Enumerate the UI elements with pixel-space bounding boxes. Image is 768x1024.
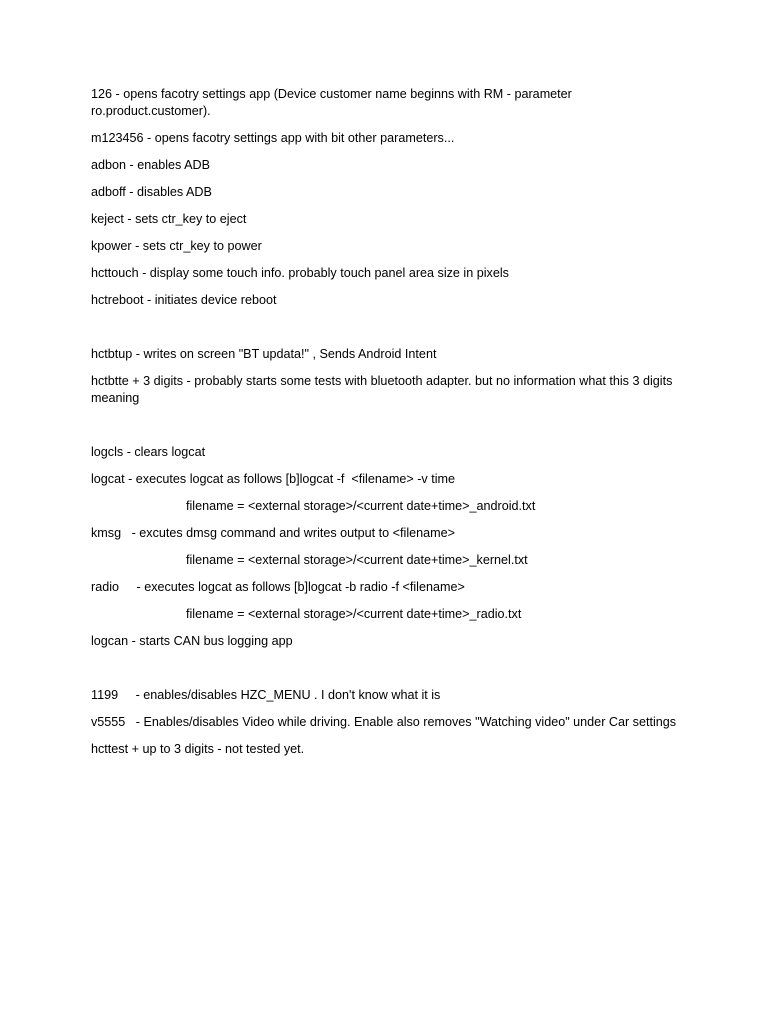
command-hcttest: hcttest + up to 3 digits - not tested yet.: [91, 742, 305, 756]
command-adbon: adbon - enables ADB: [91, 158, 211, 172]
command-logcan: logcan - starts CAN bus logging app: [91, 634, 293, 648]
command-logcat: logcat - executes logcat as follows [b]logcat -f <filename> -v time: [91, 472, 455, 486]
command-v5555: v5555 - Enables/disables Video while driving. Enable also removes "Watching video" under Car settings: [91, 715, 677, 729]
command-hctbtte: hctbtte + 3 digits - probably starts some tests with bluetooth adapter. but no information what this 3 digits meaning: [91, 374, 676, 405]
command-m123456: m123456 - opens facotry settings app with bit other parameters...: [91, 131, 455, 145]
command-kmsg: kmsg - excutes dmsg command and writes output to <filename>: [91, 526, 455, 540]
spacer: [91, 319, 691, 346]
logcat-filename: filename = <external storage>/<current date+time>_android.txt: [186, 499, 536, 513]
spacer: [91, 660, 691, 687]
command-hctbtup: hctbtup - writes on screen "BT updata!" , Sends Android Intent: [91, 347, 437, 361]
command-adboff: adboff - disables ADB: [91, 185, 212, 199]
command-radio: radio - executes logcat as follows [b]logcat -b radio -f <filename>: [91, 580, 465, 594]
command-logcls: logcls - clears logcat: [91, 445, 206, 459]
command-1199: 1199 - enables/disables HZC_MENU . I don't know what it is: [91, 688, 441, 702]
command-keject: keject - sets ctr_key to eject: [91, 212, 247, 226]
command-hctreboot: hctreboot - initiates device reboot: [91, 293, 277, 307]
radio-filename: filename = <external storage>/<current date+time>_radio.txt: [186, 607, 522, 621]
command-hcttouch: hcttouch - display some touch info. probably touch panel area size in pixels: [91, 266, 509, 280]
command-126: 126 - opens facotry settings app (Device customer name beginns with RM - parameter ro.product.customer).: [91, 87, 576, 118]
command-kpower: kpower - sets ctr_key to power: [91, 239, 262, 253]
kmsg-filename: filename = <external storage>/<current date+time>_kernel.txt: [186, 553, 528, 567]
spacer: [91, 417, 691, 444]
document-body: [91, 86, 691, 768]
